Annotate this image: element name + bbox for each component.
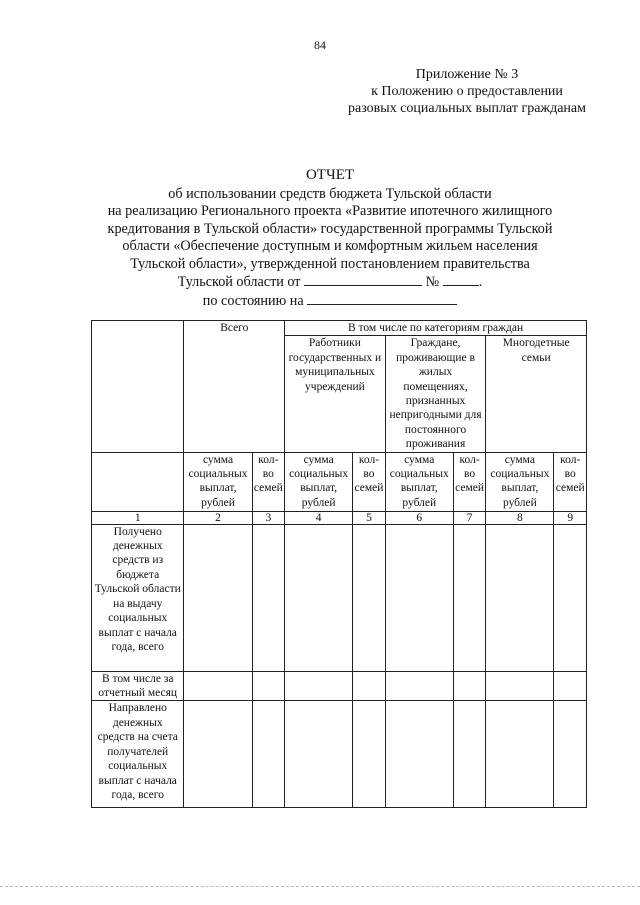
data-cell	[353, 671, 386, 701]
column-number: 7	[453, 511, 486, 524]
period-end: .	[478, 274, 483, 290]
column-number: 9	[554, 511, 587, 524]
page-number: 84	[314, 38, 326, 52]
header-count: кол-во семей	[453, 452, 486, 511]
report-table	[91, 320, 587, 808]
report-title-block	[60, 167, 600, 310]
state-prefix: по состоянию на	[202, 292, 304, 309]
data-cell	[486, 524, 554, 671]
data-cell	[184, 524, 252, 671]
header-count: кол-во семей	[554, 452, 587, 511]
header-category-unfit-housing: Граждане, проживающие в жилых помещениях, признанных непригодными для постоянного проживания	[385, 336, 486, 452]
header-category-large-families: Многодетные семьи	[486, 336, 587, 452]
data-cell	[554, 701, 587, 808]
header-sum: сумма социальных выплат, рублей	[184, 452, 252, 511]
report-title: ОТЧЕТ	[305, 167, 355, 183]
data-cell	[486, 671, 554, 701]
data-cell	[252, 671, 285, 701]
header-count: кол-во семей	[252, 452, 285, 511]
report-subtitle-line: на реализацию Регионального проекта «Развитие ипотечного жилищного	[107, 203, 553, 219]
column-number: 6	[385, 511, 453, 524]
header-sum: сумма социальных выплат, рублей	[385, 452, 453, 511]
column-number: 1	[92, 511, 184, 524]
data-cell	[252, 524, 285, 671]
report-subtitle-line: области «Обеспечение доступным и комфортным жильем населения	[122, 238, 538, 254]
number-sign: №	[425, 274, 440, 290]
data-cell	[353, 524, 386, 671]
data-cell	[285, 671, 353, 701]
appendix-line: разовых социальных выплат гражданам	[348, 101, 586, 116]
data-cell	[353, 701, 386, 808]
scan-bottom-edge	[0, 886, 640, 889]
column-number: 5	[353, 511, 386, 524]
data-cell	[554, 671, 587, 701]
column-number: 4	[285, 511, 353, 524]
report-subtitle-line: об использовании средств бюджета Тульской области	[168, 185, 492, 202]
table-row	[92, 701, 587, 808]
data-cell	[385, 671, 453, 701]
row-label: Направлено денежных средств на счета получателей социальных выплат с начала года, всего	[92, 701, 184, 808]
data-cell	[453, 671, 486, 701]
header-total: Всего	[184, 321, 285, 453]
date-blank	[304, 273, 422, 286]
header-sum: сумма социальных выплат, рублей	[285, 452, 353, 511]
data-cell	[385, 701, 453, 808]
header-category-workers: Работники государственных и муниципальных учреждений	[285, 336, 386, 452]
data-cell	[184, 671, 252, 701]
column-number: 8	[486, 511, 554, 524]
report-date-line	[60, 273, 600, 292]
number-blank	[443, 273, 479, 286]
data-cell	[453, 701, 486, 808]
data-cell	[252, 701, 285, 808]
table-row	[92, 524, 587, 671]
column-number: 2	[184, 511, 252, 524]
header-categories: В том числе по категориям граждан	[285, 321, 587, 336]
row-label: В том числе за отчетный месяц	[92, 671, 184, 701]
header-corner-cell	[92, 321, 184, 453]
appendix-line: к Положению о предоставлении	[371, 84, 563, 99]
appendix-line: Приложение № 3	[415, 67, 519, 82]
report-subtitle-line: кредитования в Тульской области» государственной программы Тульской	[107, 220, 553, 237]
report-subtitle-line: Тульской области», утвержденной постановлением правительства	[130, 255, 530, 272]
header-empty-cell	[92, 452, 184, 511]
data-cell	[285, 701, 353, 808]
data-cell	[184, 701, 252, 808]
data-cell	[554, 524, 587, 671]
data-cell	[453, 524, 486, 671]
report-state-line	[60, 292, 600, 311]
date-prefix: Тульской области от	[177, 274, 301, 290]
header-sum: сумма социальных выплат, рублей	[486, 452, 554, 511]
header-count: кол-во семей	[353, 452, 386, 511]
data-cell	[285, 524, 353, 671]
column-number: 3	[252, 511, 285, 524]
data-cell	[486, 701, 554, 808]
data-cell	[385, 524, 453, 671]
table-row	[92, 671, 587, 701]
appendix-reference	[348, 66, 586, 117]
state-date-blank	[307, 292, 457, 305]
row-label: Получено денежных средств из бюджета Тульской области на выдачу социальных выплат с начала года, всего	[92, 524, 184, 671]
